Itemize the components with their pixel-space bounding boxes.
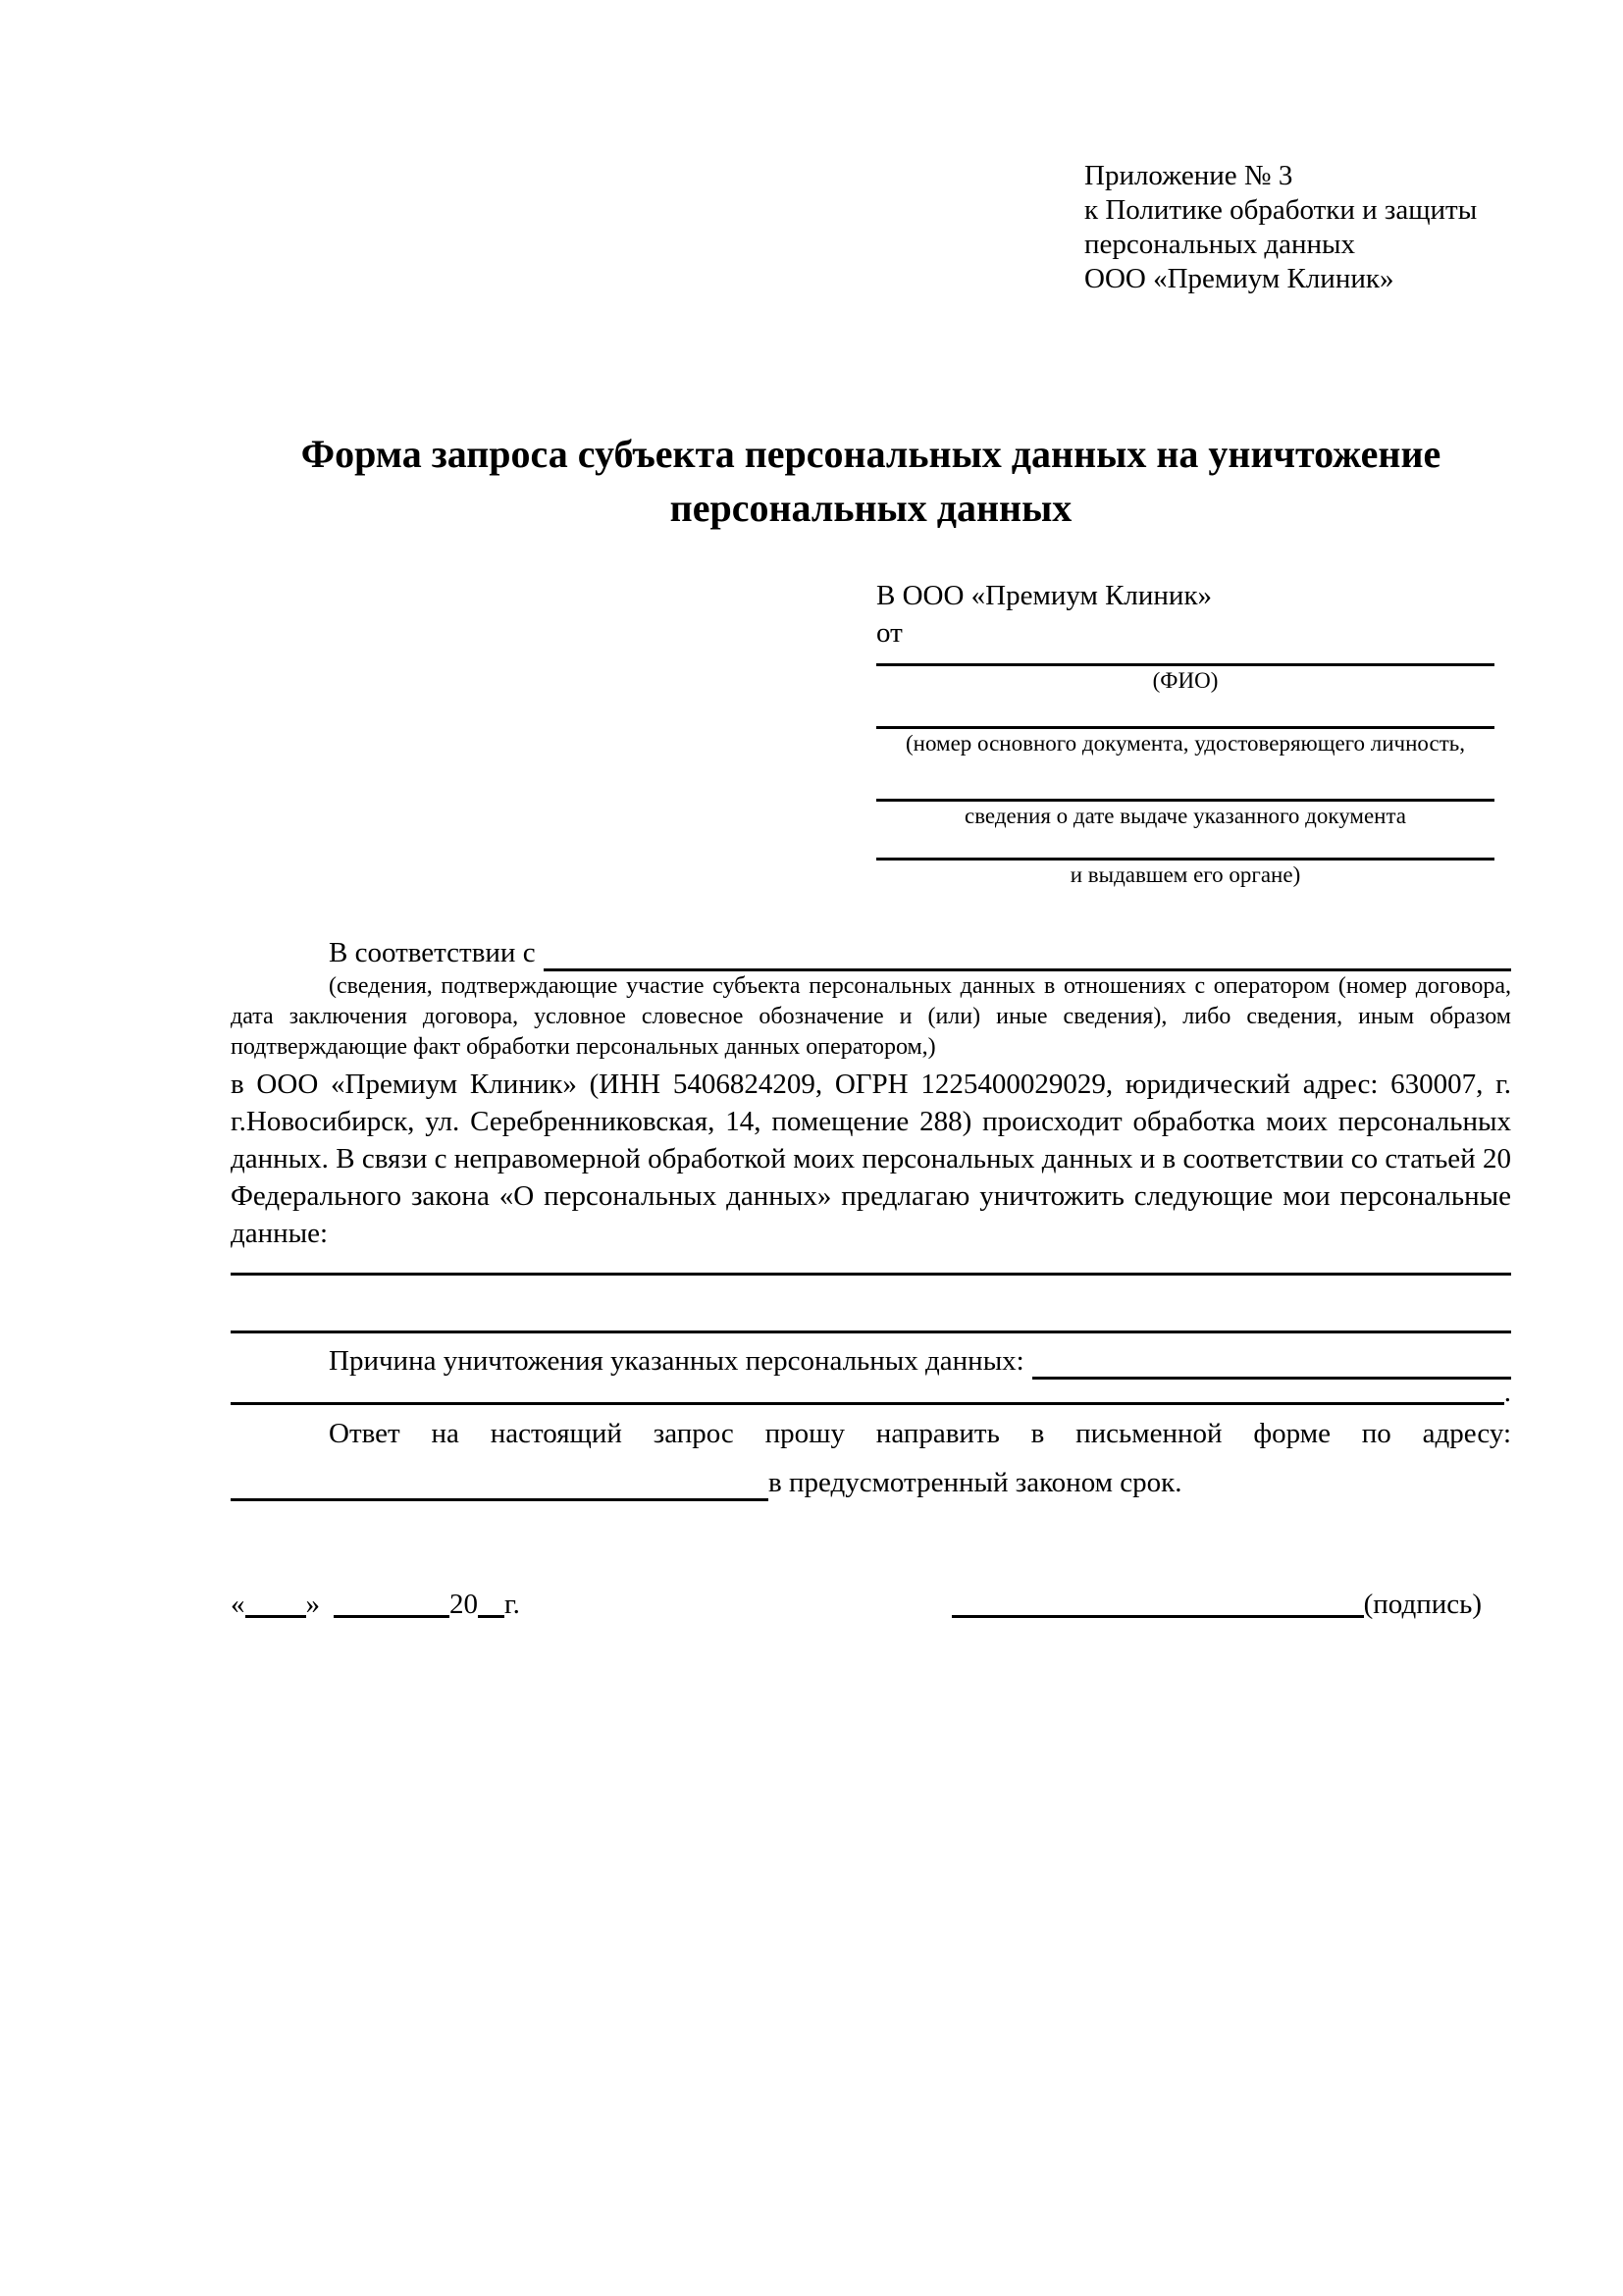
- appendix-header-line: к Политике обработки и защиты: [1084, 194, 1478, 226]
- accordance-field-line: [544, 935, 1511, 971]
- signature-line: [952, 1592, 1364, 1618]
- personal-data-field-line-1: [231, 1252, 1511, 1276]
- appendix-header-line: ООО «Премиум Клиник»: [1084, 263, 1394, 294]
- document-title: [231, 427, 1511, 535]
- date-year-line: [478, 1592, 504, 1618]
- document-title-line1: Форма запроса субъекта персональных данных на уничтожение: [300, 432, 1441, 476]
- accordance-label: В соответствии с: [329, 937, 536, 968]
- date-signature-row: [231, 1585, 1511, 1624]
- issuing-authority-caption: и выдавшем его органе): [1070, 862, 1301, 887]
- reason-field-line: [1032, 1343, 1511, 1380]
- addressee-block: [876, 577, 1494, 890]
- issue-date-caption: сведения о дате выдаче указанного документа: [964, 804, 1407, 828]
- main-paragraph: в ООО «Премиум Клиник» (ИНН 5406824209, ОГРН 1225400029029, юридический адрес: 630007, г. г.Новосибирск, ул. Серебренниковская, 14, помещение 288) происходит обработка моих персональных данных. В связи с неправомерной обработкой моих персональных данных и в соответствии со статьей 20 Федерального закона «О персональных данных» предлагаю уничтожить следующие мои персональные данные:: [231, 1069, 1511, 1249]
- response-address-row: [231, 1464, 1511, 1501]
- appendix-header-line: Приложение № 3: [1084, 160, 1293, 191]
- personal-data-field-line-2: [231, 1276, 1511, 1333]
- date-year-suffix: г.: [504, 1589, 520, 1620]
- reason-label: Причина уничтожения указанных персональных данных:: [329, 1345, 1024, 1377]
- address-field-line: [231, 1465, 768, 1501]
- date-close-quote: »: [305, 1589, 320, 1620]
- issuing-authority-field-line: [876, 831, 1494, 861]
- response-suffix: в предусмотренный законом срок.: [768, 1467, 1182, 1498]
- date-day-line: [245, 1592, 306, 1618]
- signature-caption: (подпись): [1363, 1589, 1482, 1620]
- reason-field-line-2: [231, 1377, 1511, 1408]
- accordance-row: [231, 934, 1511, 971]
- appendix-header: [1084, 159, 1511, 296]
- accordance-note: (сведения, подтверждающие участие субъекта персональных данных в отношениях с оператором (номер договора, дата заключения договора, условное словесное обозначение и (или) иные сведения), либо сведения, иным образом подтверждающие факт обработки персональных данных оператором,): [231, 973, 1511, 1060]
- document-number-field-line: [876, 696, 1494, 729]
- document-number-caption: (номер основного документа, удостоверяющего личность,: [905, 731, 1465, 756]
- fio-field-line: [876, 652, 1494, 666]
- reason-row: [231, 1342, 1511, 1380]
- appendix-header-line: персональных данных: [1084, 229, 1356, 260]
- date-year-prefix: 20: [449, 1589, 478, 1620]
- issue-date-field-line: [876, 758, 1494, 802]
- response-sentence: Ответ на настоящий запрос прошу направить в письменной форме по адресу:: [329, 1418, 1511, 1449]
- date-open-quote: «: [231, 1589, 245, 1620]
- fio-caption: (ФИО): [1152, 668, 1219, 693]
- reason-field-line-2-rule: [231, 1380, 1504, 1405]
- signature-field: [952, 1585, 1482, 1624]
- date-field: [231, 1585, 520, 1624]
- reason-line-period: .: [1503, 1377, 1511, 1408]
- date-month-line: [334, 1592, 449, 1618]
- document-title-line2: персональных данных: [669, 486, 1073, 530]
- addressee-from-label: от: [876, 617, 903, 649]
- addressee-to: В ООО «Премиум Клиник»: [876, 580, 1213, 611]
